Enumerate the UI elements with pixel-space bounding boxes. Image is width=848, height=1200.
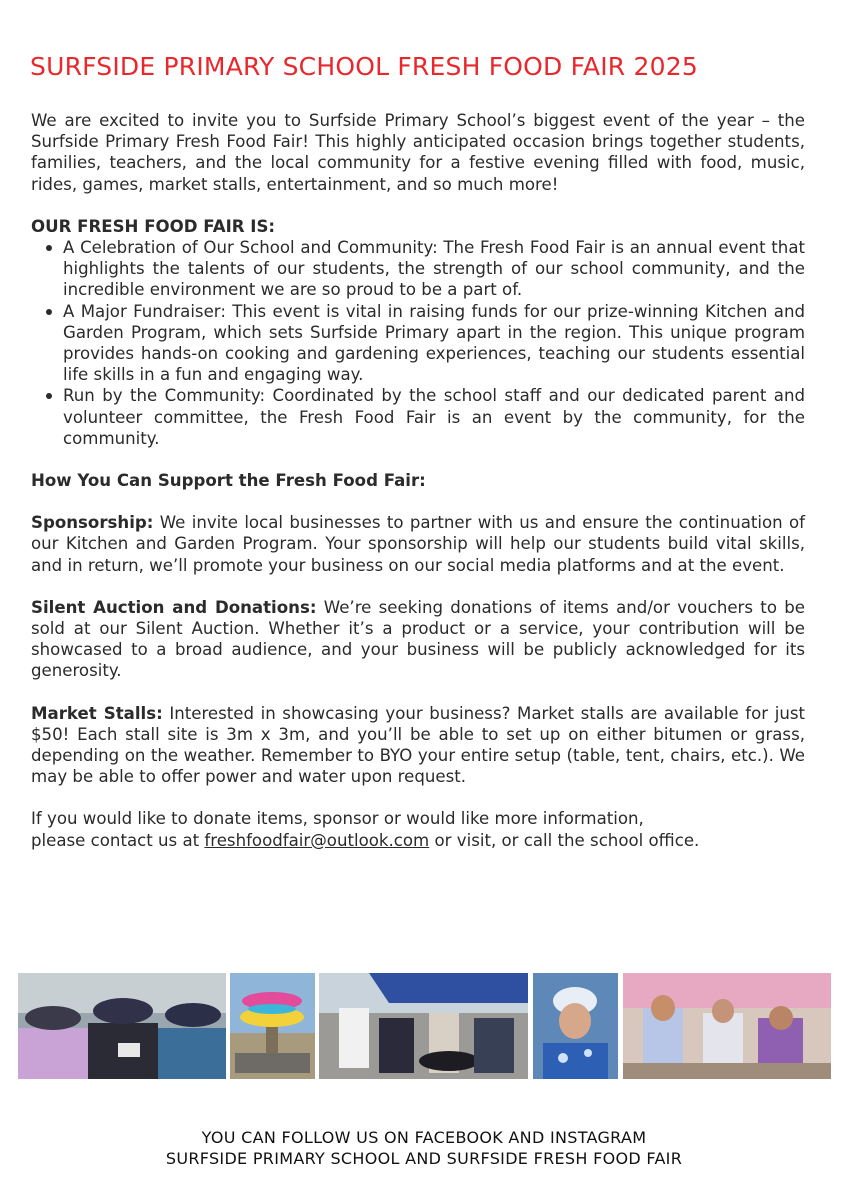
social-footer xyxy=(0,1127,848,1169)
photo-strip xyxy=(18,973,831,1079)
page-title: SURFSIDE PRIMARY SCHOOL FRESH FOOD FAIR 2025 xyxy=(30,52,698,81)
photo-kids-games xyxy=(623,973,831,1079)
photo-fair-ride xyxy=(230,973,315,1079)
email-link[interactable]: freshfoodfair@outlook.com xyxy=(204,830,430,850)
contact-line-1: If you would like to donate items, sponsor or would like more information, xyxy=(31,809,644,829)
stalls-text: Interested in showcasing your business? Market stalls are available for just $50! Each stall site is 3m x 3m, and you’ll be able to set up on either bitumen or grass, depending on the weather. Remember to BYO your entire setup (table, tent, chairs, etc.). We may be able to offer power and water upon request. xyxy=(31,703,805,787)
stalls-label: Market Stalls: xyxy=(31,703,163,723)
photo-drummers xyxy=(319,973,528,1079)
contact-line-2 xyxy=(31,830,805,851)
list-item: A Major Fundraiser: This event is vital in raising funds for our prize-winning Kitchen and Garden Program, which sets Surfside Primary apart in the region. This unique program provides hands-on cooking and gardening experiences, teaching our students essential life skills in a fun and engaging way. xyxy=(63,301,805,385)
stalls-paragraph xyxy=(31,703,805,788)
list-item: Run by the Community: Coordinated by the school staff and our dedicated parent and volunteer committee, the Fresh Food Fair is an event by the community, for the community. xyxy=(63,386,805,448)
auction-text: We’re seeking donations of items and/or vouchers to be sold at our Silent Auction. Whether it’s a product or a service, your contribution will be showcased to a broad audience, and your business will be publicly acknowledged for its generosity. xyxy=(31,597,806,681)
contact-suffix: or visit, or call the school office. xyxy=(429,830,700,850)
footer-line-1: YOU CAN FOLLOW US ON FACEBOOK AND INSTAGRAM xyxy=(201,1128,647,1147)
main-content xyxy=(31,110,805,851)
photo-children-hats xyxy=(18,973,226,1079)
photo-boy-splash xyxy=(533,973,618,1079)
fair-is-list xyxy=(31,237,805,449)
footer-line-2: SURFSIDE PRIMARY SCHOOL AND SURFSIDE FRESH FOOD FAIR xyxy=(165,1149,683,1168)
intro-paragraph: We are excited to invite you to Surfside Primary School’s biggest event of the year – the Surfside Primary Fresh Food Fair! This highly anticipated occasion brings together students, families, teachers, and the local community for a festive evening filled with food, music, rides, games, market stalls, entertainment, and so much more! xyxy=(31,111,805,194)
fair-is-heading: OUR FRESH FOOD FAIR IS: xyxy=(31,216,276,236)
sponsorship-label: Sponsorship: xyxy=(31,513,154,533)
auction-paragraph xyxy=(31,597,805,682)
support-heading: How You Can Support the Fresh Food Fair: xyxy=(31,471,426,491)
sponsorship-text: We invite local businesses to partner with us and ensure the continuation of our Kitchen and Garden Program. Your sponsorship will help our students build vital skills, and in return, we’ll promote your business on our social media platforms and at the event. xyxy=(31,513,805,575)
auction-label: Silent Auction and Donations: xyxy=(31,597,317,617)
list-item: A Celebration of Our School and Community: The Fresh Food Fair is an annual event that highlights the talents of our students, the strength of our school community, and the incredible environment we are so proud to be a part of. xyxy=(63,238,805,300)
sponsorship-paragraph xyxy=(31,512,805,576)
contact-prefix: please contact us at xyxy=(31,830,205,850)
